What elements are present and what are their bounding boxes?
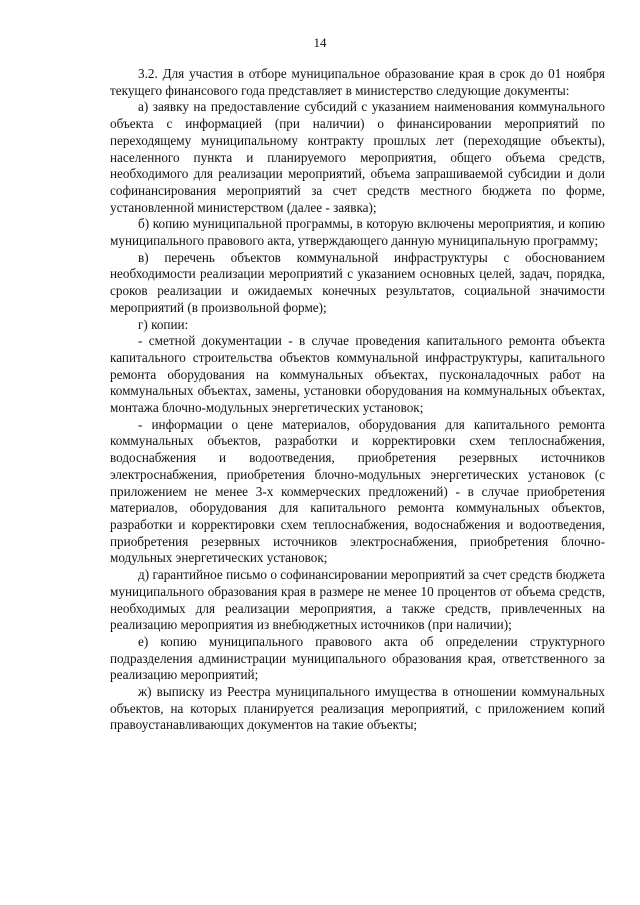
- paragraph-item-g-dash-1: - сметной документации - в случае проведения капитального ремонта объекта капитального строительства объектов коммунальной инфраструктуры, капитального ремонта оборудования на коммунальных объектах, пусконаладочных работ на коммунальных объектах, замены, установки оборудования на коммунальных объектах, монтажа блочно-модульных энергетических установок;: [110, 333, 605, 416]
- paragraph-item-zh: ж) выписку из Реестра муниципального имущества в отношении коммунальных объектов, на которых планируется реализация мероприятий, с приложением копий правоустанавливающих документов на такие объекты;: [110, 684, 605, 733]
- document-body: [110, 66, 605, 734]
- paragraph-3-2: 3.2. Для участия в отборе муниципальное образование края в срок до 01 ноября текущего финансового года представляет в министерство следующие документы:: [110, 66, 605, 98]
- paragraph-item-e: е) копию муниципального правового акта об определении структурного подразделения администрации муниципального образования края, ответственного за реализацию мероприятий;: [110, 633, 605, 683]
- paragraph-item-d: д) гарантийное письмо о софинансировании мероприятий за счет средств бюджета муниципального образования края в размере не менее 10 процентов от объема средств, необходимых для реализации мероприятия, а также средств, привлеченных на реализацию мероприятия из внебюджетных источников (при наличии);: [110, 567, 605, 633]
- paragraph-item-v: в) перечень объектов коммунальной инфраструктуры с обоснованием необходимости реализации мероприятий с указанием основных целей, задач, порядка, сроков реализации и ожидаемых конечных результатов, социальной значимости мероприятий (в произвольной форме);: [110, 249, 605, 315]
- page-number: 14: [313, 35, 327, 50]
- paragraph-item-g: г) копии:: [138, 316, 189, 332]
- paragraph-item-a: а) заявку на предоставление субсидий с указанием наименования коммунального объекта с информацией (при наличии) о финансировании мероприятий по переходящему муниципальному контракту прошлых лет (переходящие объекты), населенного пункта и планируемого мероприятия, общего объема средств, необходимого для реализации мероприятий, объема запрашиваемой субсидии и доли софинансирования мероприятий за счет средств местного бюджета по форме, установленной министерством (далее - заявка);: [110, 99, 605, 215]
- paragraph-item-b: б) копию муниципальной программы, в которую включены мероприятия, и копию муниципального правового акта, утверждающего данную муниципальную программу;: [110, 216, 605, 249]
- paragraph-item-g-dash-2: - информации о цене материалов, оборудования для капитального ремонта коммунальных объектов, разработки и корректировки схем теплоснабжения, водоснабжения и водоотведения, приобретения резервных источников электроснабжения, приобретения блочно-модульных энергетических установок (с приложением не менее 3-х коммерческих предложений) - в случае приобретения материалов, оборудования для капитального ремонта коммунальных объектов, разработки и корректировки схем теплоснабжения, водоснабжения и водоотведения, приобретения резервных источников электроснабжения, приобретения блочно-модульных энергетических установок;: [110, 416, 605, 566]
